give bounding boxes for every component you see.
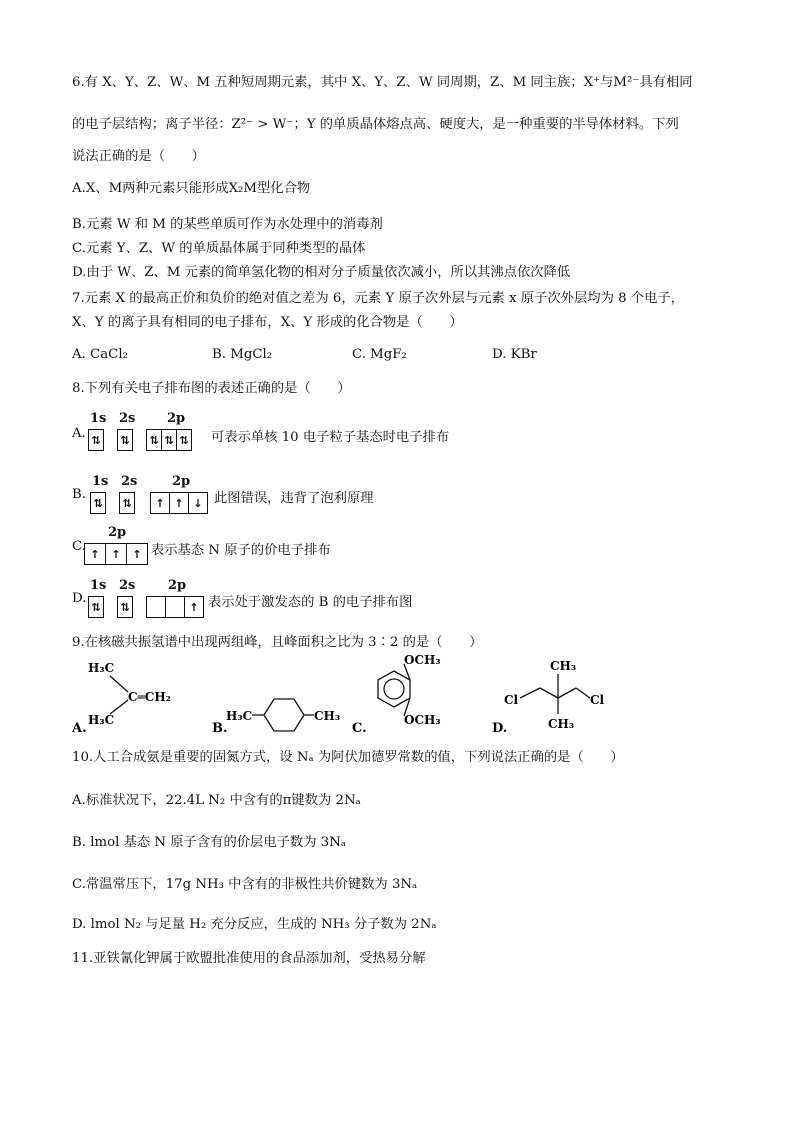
q8-a-label-1s: 1s: [90, 411, 107, 426]
q8-d-description: 表示处于激发态的 B 的电子排布图: [208, 595, 413, 610]
q8-d-letter: D.: [72, 591, 87, 606]
q8-c-2p-arrow-3: ↑: [132, 547, 142, 561]
q8-b-2s-arrow: ⇅: [122, 496, 132, 510]
q7-option-a: A. CaCl₂: [72, 347, 128, 362]
q10-option-a: A.标准状况下，22.4L N₂ 中含有的π键数为 2Nₐ: [72, 793, 361, 808]
q9-c-aromatic-circle: [384, 679, 404, 699]
q8-a-label-2p: 2p: [167, 411, 186, 426]
q9-d-bond-1: [520, 688, 540, 698]
q8-b-description: 此图错误，违背了泡利原理: [214, 491, 374, 506]
q10-option-c: C.常温常压下，17g NH₃ 中含有的非极性共价键数为 3Nₐ: [72, 877, 418, 892]
q8-a-2s-arrow: ⇅: [120, 433, 130, 447]
q9-d-bond-2: [540, 688, 558, 698]
q7-stem-line2: X、Y 的离子具有相同的电子排布，X、Y 形成的化合物是（ ）: [72, 315, 463, 330]
q8-b-1s-box: [90, 492, 106, 514]
q8-a-2p-arrow-1: ⇅: [149, 433, 159, 447]
q7-option-d: D. KBr: [492, 347, 537, 362]
q8-d-label-2p: 2p: [168, 578, 187, 593]
q8-a-1s-arrow: ⇅: [91, 433, 101, 447]
q8-b-2p-box: [150, 492, 208, 514]
q6-stem-line3: 说法正确的是（ ）: [72, 149, 205, 164]
q9-d-top-methyl: CH₃: [550, 659, 577, 673]
q9-d-right-cl: Cl: [590, 693, 605, 707]
q8-a-2p-arrow-3: ⇅: [179, 433, 189, 447]
q8-b-1s-arrow: ⇅: [93, 496, 103, 510]
q8-a-2p-box: [146, 429, 192, 451]
q6-option-d: D.由于 W、Z、M 元素的简单氢化物的相对分子质量依次减小，所以其沸点依次降低: [72, 265, 571, 280]
q9-d-left-cl: Cl: [504, 693, 519, 707]
q9-a-letter: A.: [72, 721, 87, 736]
q8-d-2s-arrow: ⇅: [120, 600, 130, 614]
q9-a-top-group: H₃C: [88, 661, 115, 675]
q8-c-2p-box: [84, 543, 148, 565]
q8-c-2p-arrow-1: ↑: [90, 547, 100, 561]
q8-d-2p-box: [146, 596, 204, 618]
q9-c-bottom-methoxy: OCH₃: [404, 713, 441, 727]
q8-b-2s-box: [119, 492, 135, 514]
q9-c-top-methoxy: OCH₃: [404, 653, 441, 667]
q8-a-label-2s: 2s: [119, 411, 136, 426]
q8-c-2p-arrow-2: ↑: [111, 547, 121, 561]
q8-d-label-2s: 2s: [119, 578, 136, 593]
q9-d-bond-4: [576, 688, 590, 698]
q8-b-label-1s: 1s: [92, 474, 109, 489]
q8-b-2p-arrow-3: ↓: [193, 496, 203, 510]
q8-b-letter: B.: [72, 487, 86, 502]
q8-d-2s-box: [117, 596, 133, 618]
q8-c-label-2p: 2p: [108, 525, 127, 540]
q9-b-ring: [264, 699, 304, 731]
q9-a-bottom-group: H₃C: [88, 713, 115, 727]
q9-c-letter: C.: [352, 721, 367, 736]
q8-stem: 8.下列有关电子排布图的表述正确的是（ ）: [72, 381, 351, 396]
q9-structure-a: [71, 661, 171, 736]
q6-stem-line2: 的电子层结构；离子半径：Z²⁻ > W⁻；Y 的单质晶体熔点高、硬度大，是一种重要的半导体材料。下列: [72, 117, 679, 132]
q7-option-c: C. MgF₂: [352, 347, 407, 362]
q9-a-bond-bottom: [110, 700, 128, 714]
q9-structure-d: [492, 659, 605, 736]
q9-b-left-methyl: H₃C: [226, 709, 253, 723]
q8-d-label-1s: 1s: [90, 578, 107, 593]
q6-option-b: B.元素 W 和 M 的某些单质可作为水处理中的消毒剂: [72, 217, 383, 232]
q8-c-letter: C.: [72, 539, 86, 554]
q9-a-alkene: C═CH₂: [128, 690, 171, 704]
q6-option-c: C.元素 Y、Z、W 的单质晶体属于同种类型的晶体: [72, 241, 366, 256]
q9-a-bond-top: [110, 676, 128, 692]
q6-stem-line1: 6.有 X、Y、Z、W、M 五种短周期元素，其中 X、Y、Z、W 同周期，Z、M 同主族；X⁺与M²⁻具有相同: [72, 75, 693, 90]
q8-d-1s-box: [88, 596, 104, 618]
q8-a-letter: A.: [72, 426, 86, 441]
q8-c-description: 表示基态 N 原子的价电子排布: [151, 543, 331, 558]
q11-stem: 11.亚铁氰化钾属于欧盟批准使用的食品添加剂，受热易分解: [72, 951, 426, 966]
q9-structure-c: [352, 653, 441, 736]
q9-stem: 9.在核磁共振氢谱中出现两组峰，且峰面积之比为 3∶2 的是（ ）: [72, 635, 483, 650]
q9-b-right-methyl: CH₃: [314, 709, 341, 723]
q9-c-ring: [378, 671, 410, 707]
q10-option-d: D. lmol N₂ 与足量 H₂ 充分反应，生成的 NH₃ 分子数为 2Nₐ: [72, 917, 437, 932]
q8-a-2p-arrow-2: ⇅: [164, 433, 174, 447]
q8-a-2s-box: [117, 429, 133, 451]
q9-b-letter: B.: [212, 721, 228, 736]
q8-b-label-2p: 2p: [172, 474, 191, 489]
q8-b-2p-arrow-1: ↑: [155, 496, 165, 510]
q10-option-b: B. lmol 基态 N 原子含有的价层电子数为 3Nₐ: [72, 835, 346, 850]
q6-option-a: A.X、M两种元素只能形成X₂M型化合物: [72, 181, 311, 196]
q10-stem: 10.人工合成氨是重要的固氮方式，设 Nₐ 为阿伏加德罗常数的值，下列说法正确的是（ ）: [72, 750, 624, 765]
q9-d-bottom-methyl: CH₃: [548, 717, 575, 731]
q7-stem-line1: 7.元素 X 的最高正价和负价的绝对值之差为 6，元素 Y 原子次外层与元素 x 原子次外层均为 8 个电子，: [72, 291, 684, 306]
q8-b-label-2s: 2s: [121, 474, 138, 489]
q9-d-bond-3: [558, 688, 576, 698]
q8-a-1s-box: [88, 429, 104, 451]
q8-d-1s-arrow: ⇅: [91, 600, 101, 614]
q9-structures: [0, 652, 794, 742]
q7-option-b: B. MgCl₂: [212, 347, 273, 362]
q8-a-description: 可表示单核 10 电子粒子基态时电子排布: [211, 430, 450, 445]
q8-b-2p-arrow-2: ↑: [174, 496, 184, 510]
q8-d-2p-arrow-3: ↑: [189, 600, 199, 614]
q9-d-letter: D.: [492, 721, 508, 736]
q9-structure-b: [212, 699, 340, 736]
